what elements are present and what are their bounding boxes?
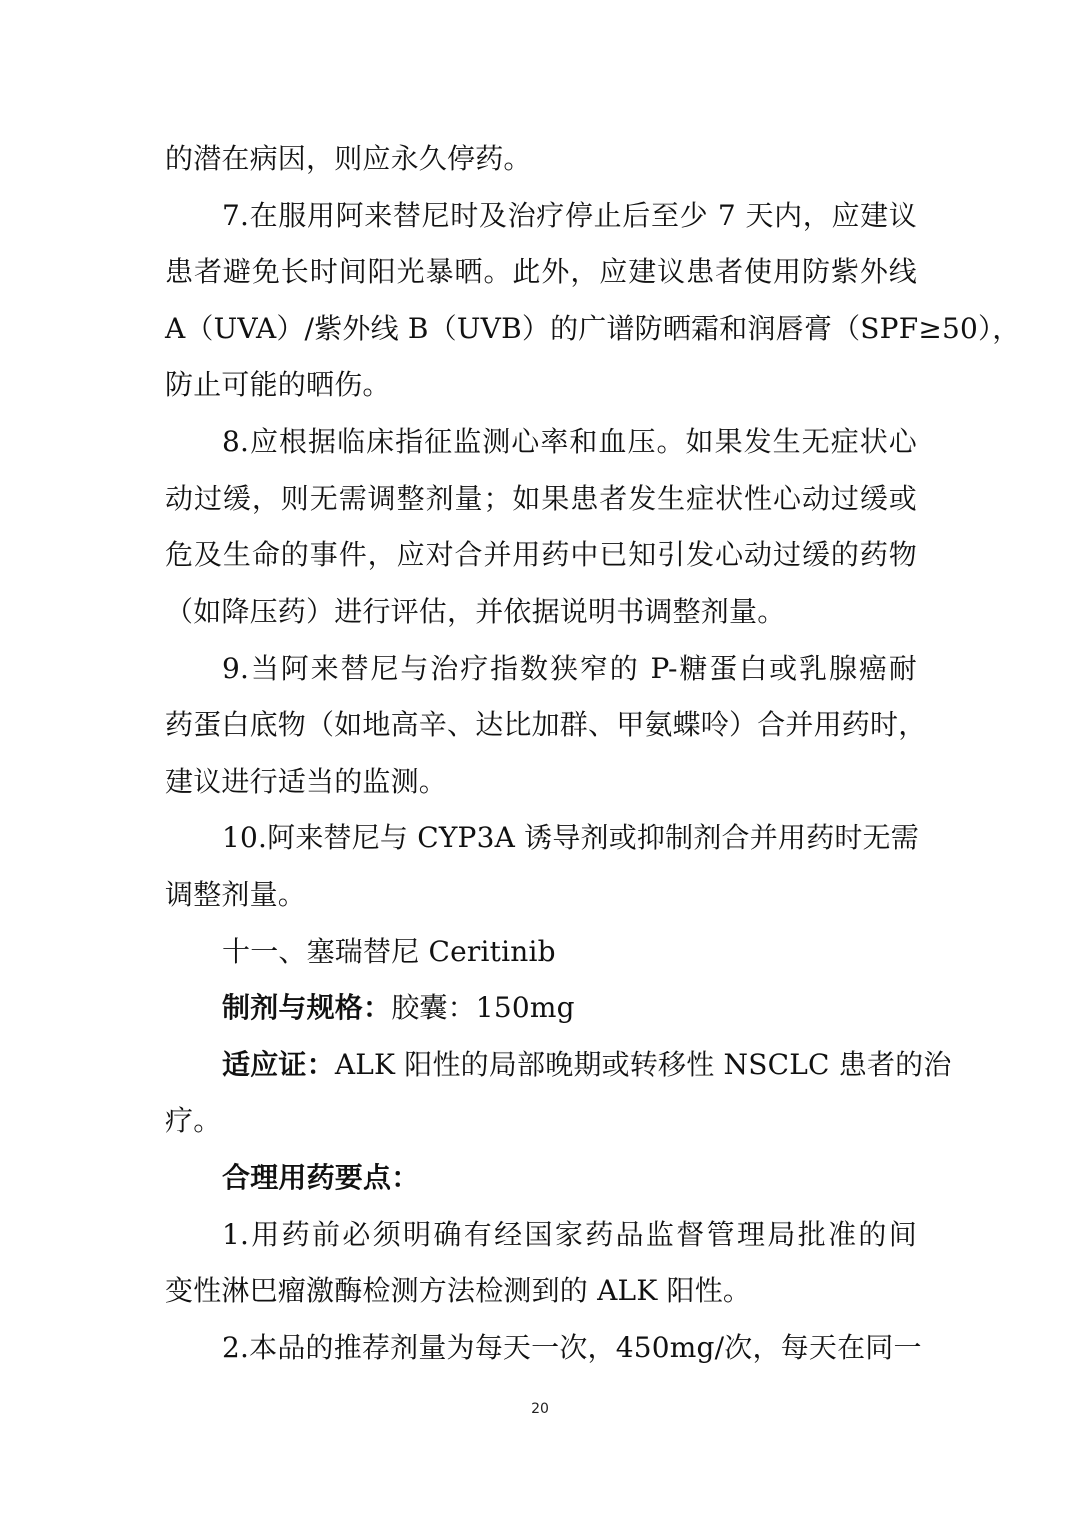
section-heading: 十一、塞瑞替尼 Ceritinib [222,935,556,968]
text-line: 2.本品的推荐剂量为每天一次，450mg/次，每天在同一 [222,1331,922,1364]
spec-line [222,991,917,1025]
indication-line [222,1048,952,1082]
subsection-heading: 合理用药要点： [222,1161,420,1194]
text-line: （如降压药）进行评估，并依据说明书调整剂量。 [165,595,786,628]
text-line: 调整剂量。 [165,878,307,911]
text-line: 疗。 [165,1104,222,1137]
text-line: A（UVA）/紫外线 B（UVB）的广谱防晒霜和润唇膏（SPF≥50）， [165,312,1021,345]
text-line: 10.阿来替尼与 CYP3A 诱导剂或抑制剂合并用药时无需 [222,821,919,854]
text-line: 药蛋白底物（如地高辛、达比加群、甲氨蝶呤）合并用药时， [165,708,927,741]
text-line: 变性淋巴瘤激酶检测方法检测到的 ALK 阳性。 [165,1274,752,1307]
text-line: 的潜在病因，则应永久停药。 [165,142,532,175]
text-line: 建议进行适当的监测。 [165,765,448,798]
text-line: 8.应根据临床指征监测心率和血压。如果发生无症状心 [222,425,917,458]
text-line: 防止可能的晒伤。 [165,368,391,401]
spec-label: 制剂与规格： [222,991,392,1024]
spec-value: 胶囊：150mg [391,991,575,1024]
text-line: 9.当阿来替尼与治疗指数狭窄的 P-糖蛋白或乳腺癌耐 [222,652,917,685]
text-line: 危及生命的事件，应对合并用药中已知引发心动过缓的药物 [165,538,917,571]
text-line: 7.在服用阿来替尼时及治疗停止后至少 7 天内，应建议 [222,199,917,232]
text-line: 动过缓，则无需调整剂量；如果患者发生症状性心动过缓或 [165,482,917,515]
text-line: 1.用药前必须明确有经国家药品监督管理局批准的间 [222,1218,917,1251]
indication-value: ALK 阳性的局部晚期或转移性 NSCLC 患者的治 [334,1048,952,1081]
indication-label: 适应证： [222,1048,335,1081]
page-number: 20 [531,1401,549,1417]
text-line: 患者避免长时间阳光暴晒。此外，应建议患者使用防紫外线 [165,255,917,288]
